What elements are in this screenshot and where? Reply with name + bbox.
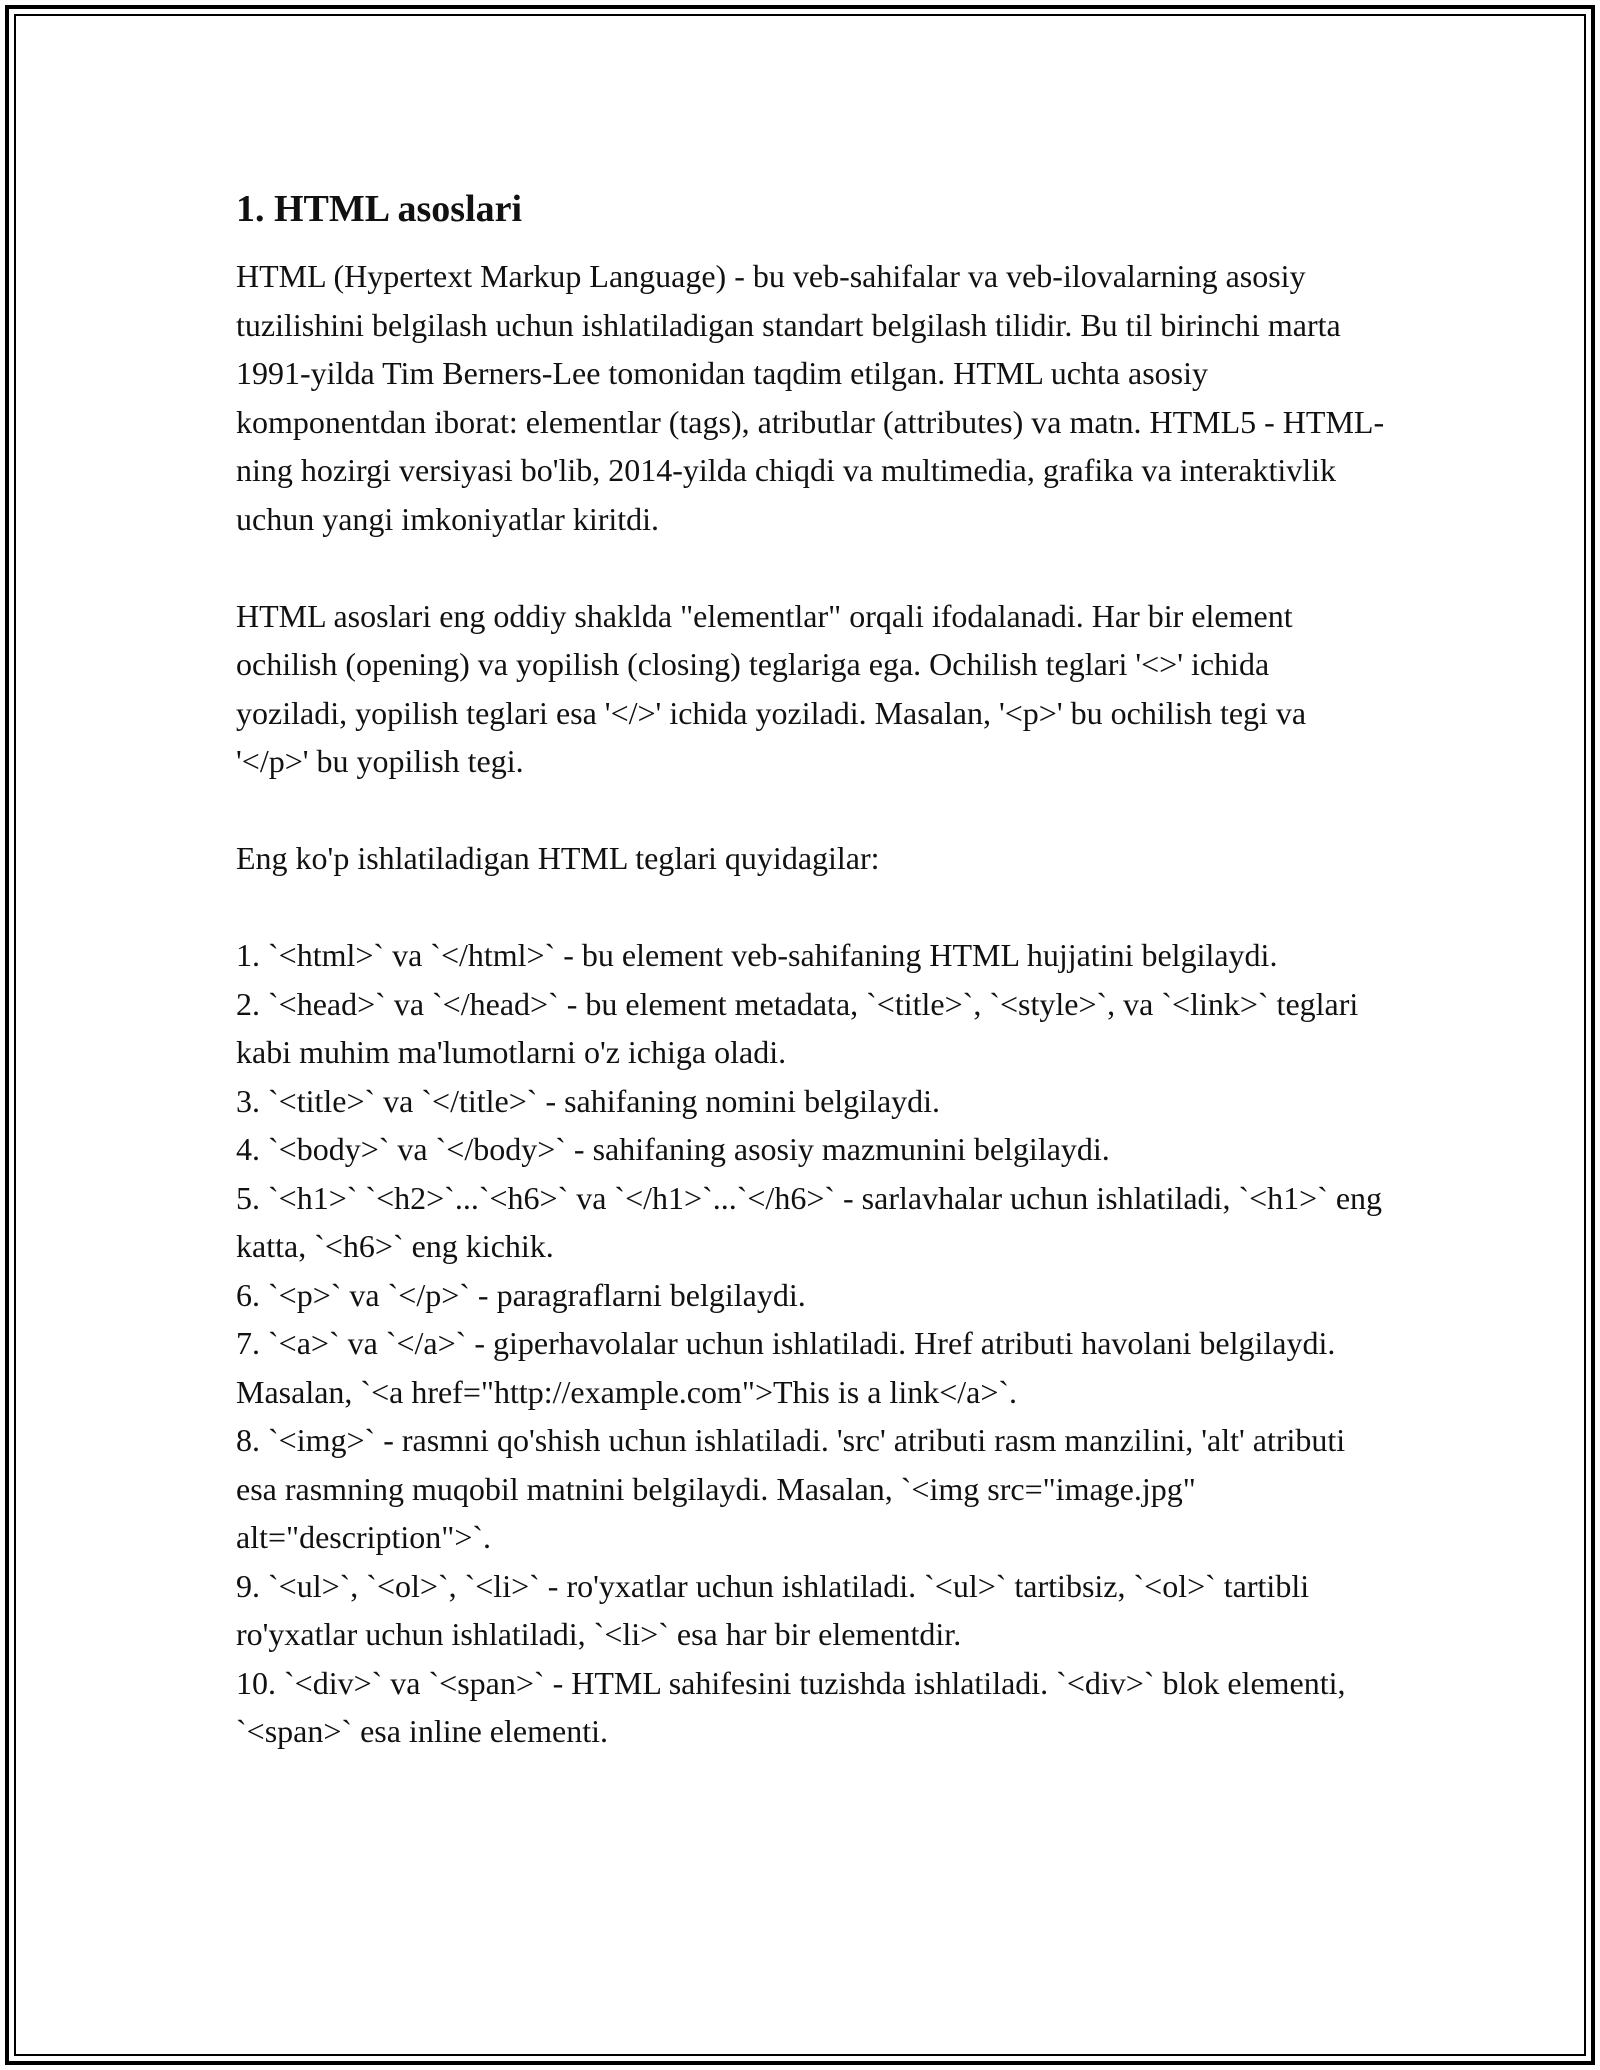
list-intro-paragraph: Eng ko'p ishlatiladigan HTML teglari quyidagilar: xyxy=(236,840,880,876)
intro-paragraph: HTML (Hypertext Markup Language) - bu veb-sahifalar va veb-ilovalarning asosiy tuzilishini belgilash uchun ishlatiladigan standart belgilash tilidir. Bu til birinchi marta 1991-yilda Tim Berners-Lee tomonidan taqdim etilgan. HTML uchta asosiy komponentdan iborat: elementlar (tags), atributlar (attributes) va matn. HTML5 - HTML-ning hozirgi versiyasi bo'lib, 2014-yilda chiqdi va multimedia, grafika va interaktivlik uchun yangi imkoniyatlar kiritdi. xyxy=(236,258,1385,537)
list-item: 8. `<img>` - rasmni qo'shish uchun ishlatiladi. 'src' atributi rasm manzilini, 'alt' atributi esa rasmning muqobil matnini belgilaydi. Masalan, `<img src="image.jpg" alt="description">`. xyxy=(236,1422,1346,1555)
list-item: 9. `<ul>`, `<ol>`, `<li>` - ro'yxatlar uchun ishlatiladi. `<ul>` tartibsiz, `<ol>` tartibli ro'yxatlar uchun ishlatiladi, `<li>` esa har bir elementdir. xyxy=(236,1567,1310,1652)
elements-paragraph: HTML asoslari eng oddiy shaklda "elementlar" orqali ifodalanadi. Har bir element ochilish (opening) va yopilish (closing) teglariga ega. Ochilish teglari '<>' ichida yoziladi, yopilish teglari esa '</>' ichida yoziladi. Masalan, '<p>' bu ochilish tegi va '</p>' bu yopilish tegi. xyxy=(236,597,1307,779)
document-body xyxy=(236,186,1386,1756)
list-item: 10. `<div>` va `<span>` - HTML sahifesini tuzishda ishlatiladi. `<div>` blok elementi, `<span>` esa inline elementi. xyxy=(236,1664,1346,1749)
list-item: 3. `<title>` va `</title>` - sahifaning nomini belgilaydi. xyxy=(236,1082,941,1119)
list-item: 1. `<html>` va `</html>` - bu element veb-sahifaning HTML hujjatini belgilaydi. xyxy=(236,937,1278,973)
list-item: 7. `<a>` va `</a>` - giperhavolalar uchun ishlatiladi. Href atributi havolani belgilaydi. Masalan, `<a href="http://example.com">This is a link</a>`. xyxy=(236,1325,1336,1410)
list-item: 4. `<body>` va `</body>` - sahifaning asosiy mazmunini belgilaydi. xyxy=(236,1131,1110,1167)
list-item: 6. `<p>` va `</p>` - paragraflarni belgilaydi. xyxy=(236,1276,806,1313)
list-item: 2. `<head>` va `</head>` - bu element metadata, `<title>`, `<style>`, va `<link>` teglari kabi muhim ma'lumotlarni o'z ichiga oladi. xyxy=(236,985,1359,1070)
section-heading: 1. HTML asoslari xyxy=(236,188,523,230)
tag-list xyxy=(236,931,1386,1756)
list-item: 5. `<h1>` `<h2>`...`<h6>` va `</h1>`...`</h6>` - sarlavhalar uchun ishlatiladi, `<h1>` eng katta, `<h6>` eng kichik. xyxy=(236,1179,1383,1264)
